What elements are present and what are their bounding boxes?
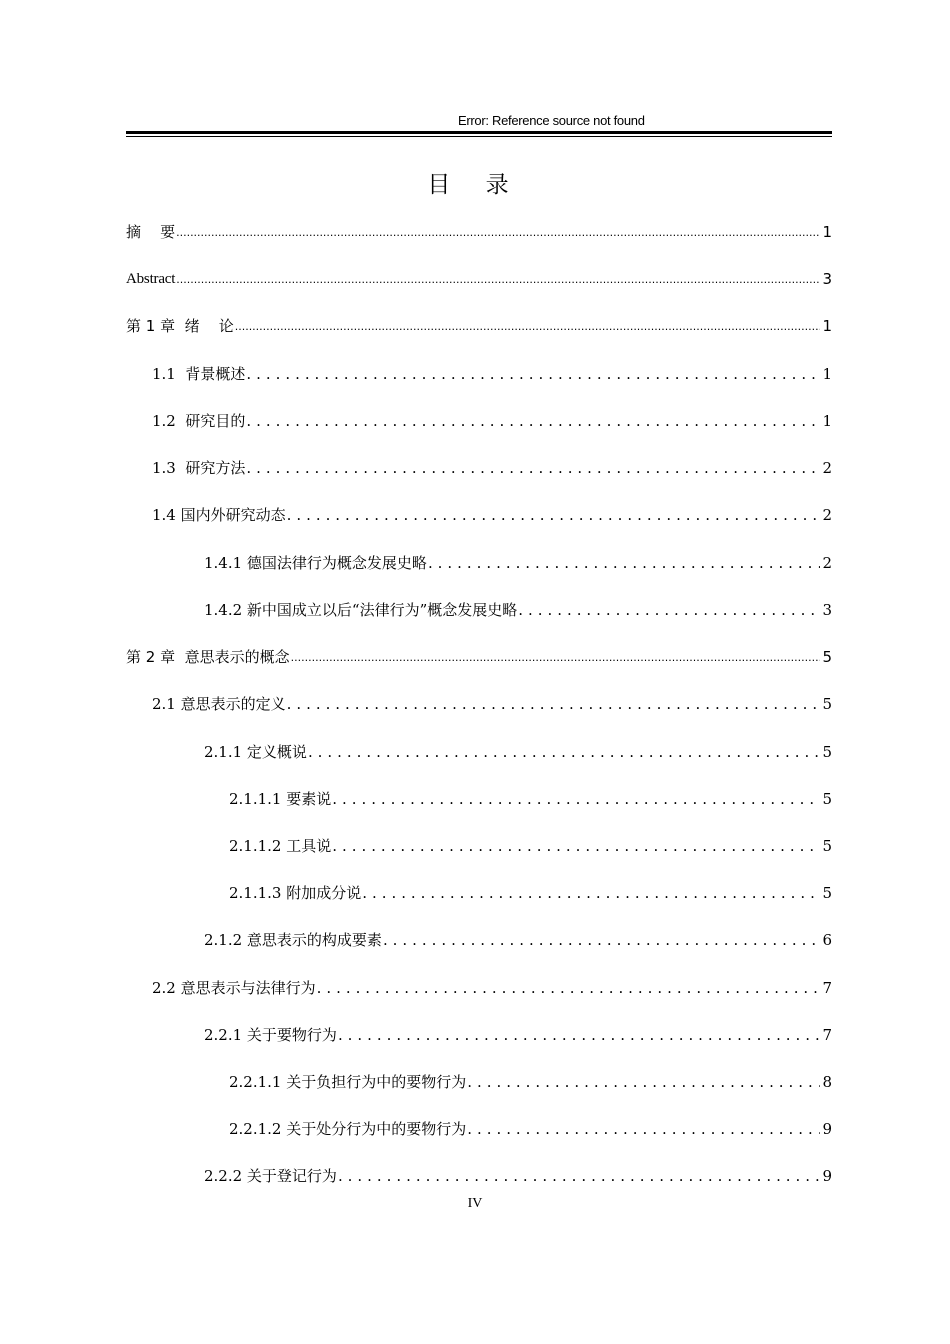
toc-entry-1-1[interactable] [152, 358, 832, 384]
toc-entry-1-3[interactable] [152, 452, 832, 478]
toc-entry-2-1-1[interactable] [204, 736, 832, 762]
toc-dot-leader [246, 364, 820, 384]
toc-dot-leader [332, 789, 820, 809]
toc-dot-leader [176, 269, 820, 289]
toc-entry-label: 2.1.2 意思表示的构成要素 [204, 931, 382, 949]
toc-entry-page: 7 [822, 979, 832, 997]
page-number: IV [467, 1196, 483, 1211]
toc-dot-leader [308, 742, 821, 762]
toc-dot-leader [383, 930, 821, 950]
toc-entry-page: 6 [822, 931, 832, 949]
toc-dot-leader [518, 600, 820, 620]
toc-entry-label: 2.2 意思表示与法律行为 [152, 979, 316, 997]
toc-entry-2-1-1-1[interactable] [229, 783, 832, 809]
header-rule-thick [126, 131, 832, 134]
toc-entry-label: 1.3 研究方法 [152, 459, 246, 477]
running-header: Error: Reference source not found [458, 113, 645, 128]
toc-entry-page: 5 [822, 837, 832, 855]
toc-dot-leader [428, 553, 821, 573]
toc-entry-label: 1.4.2 新中国成立以后“法律行为”概念发展史略 [204, 601, 518, 619]
toc-entry-page: 9 [822, 1120, 832, 1138]
toc-entry-label: 2.1.1.3 附加成分说 [229, 884, 362, 902]
toc-dot-leader [291, 647, 821, 667]
toc-entry-page: 2 [822, 459, 832, 477]
toc-entry-page: 9 [822, 1167, 832, 1185]
toc-dot-leader [246, 411, 820, 431]
toc-entry-label: 2.2.2 关于登记行为 [204, 1167, 337, 1185]
toc-entry-2-2-1[interactable] [204, 1019, 832, 1045]
toc-dot-leader [246, 458, 820, 478]
toc-entry-page: 2 [822, 506, 832, 524]
toc-entry-page: 5 [822, 695, 832, 713]
toc-entry-page: 8 [822, 1073, 832, 1091]
toc-entry-2-1-2[interactable] [204, 924, 832, 950]
toc-dot-leader [338, 1166, 821, 1186]
toc-entry-page: 1 [822, 317, 832, 335]
toc-dot-leader [176, 222, 820, 242]
toc-entry-1-4-2[interactable] [204, 594, 832, 620]
toc-dot-leader [338, 1025, 821, 1045]
toc-entry-label: 2.2.1.2 关于处分行为中的要物行为 [229, 1120, 467, 1138]
toc-entry-page: 3 [822, 270, 832, 288]
toc-entry-2-1[interactable] [152, 688, 832, 714]
toc-entry-chapter-1[interactable] [126, 310, 832, 336]
toc-entry-page: 3 [822, 601, 832, 619]
toc-entry-page: 5 [822, 790, 832, 808]
page-title: 目 录 [427, 172, 523, 198]
toc-entry-2-1-1-2[interactable] [229, 830, 832, 856]
toc-entry-1-4[interactable] [152, 499, 832, 525]
toc-dot-leader [467, 1119, 820, 1139]
toc-entry-2-2[interactable] [152, 972, 832, 998]
toc-dot-leader [332, 836, 820, 856]
toc-entry-label: Abstract [126, 271, 176, 287]
toc-entry-2-2-2[interactable] [204, 1160, 832, 1186]
toc-entry-2-2-1-1[interactable] [229, 1066, 832, 1092]
toc-entry-label: 摘 要 [126, 223, 176, 241]
toc-entry-1-4-1[interactable] [204, 547, 832, 573]
toc-entry-label: 1.2 研究目的 [152, 412, 246, 430]
toc-entry-page: 1 [822, 412, 832, 430]
toc-entry-label: 2.1.1.2 工具说 [229, 837, 332, 855]
toc-entry-page: 1 [822, 223, 832, 241]
toc-entry-page: 7 [822, 1026, 832, 1044]
toc-entry-page: 5 [822, 648, 832, 666]
toc-entry-page: 5 [822, 884, 832, 902]
toc-dot-leader [235, 316, 821, 336]
toc-entry-abstract-en[interactable] [126, 263, 832, 289]
toc-entry-page: 2 [822, 554, 832, 572]
toc-entry-label: 1.4.1 德国法律行为概念发展史略 [204, 554, 427, 572]
toc-entry-label: 2.1.1 定义概说 [204, 743, 307, 761]
toc-entry-label: 1.1 背景概述 [152, 365, 246, 383]
toc-entry-label: 2.2.1.1 关于负担行为中的要物行为 [229, 1073, 467, 1091]
toc-dot-leader [362, 883, 820, 903]
toc-entry-abstract-cn[interactable] [126, 216, 832, 242]
toc-entry-page: 5 [822, 743, 832, 761]
toc-entry-2-1-1-3[interactable] [229, 877, 832, 903]
toc-entry-page: 1 [822, 365, 832, 383]
toc-dot-leader [317, 978, 821, 998]
toc-entry-2-2-1-2[interactable] [229, 1113, 832, 1139]
toc-entry-label: 第 2 章 意思表示的概念 [126, 648, 290, 666]
toc-entry-1-2[interactable] [152, 405, 832, 431]
toc-entry-label: 2.2.1 关于要物行为 [204, 1026, 337, 1044]
toc-dot-leader [287, 694, 821, 714]
toc-dot-leader [287, 505, 821, 525]
toc-entry-label: 第 1 章 绪 论 [126, 317, 234, 335]
toc-dot-leader [467, 1072, 820, 1092]
toc-entry-label: 1.4 国内外研究动态 [152, 506, 286, 524]
header-rule-thin [126, 136, 832, 137]
toc-entry-chapter-2[interactable] [126, 641, 832, 667]
toc-entry-label: 2.1 意思表示的定义 [152, 695, 286, 713]
toc-entry-label: 2.1.1.1 要素说 [229, 790, 332, 808]
